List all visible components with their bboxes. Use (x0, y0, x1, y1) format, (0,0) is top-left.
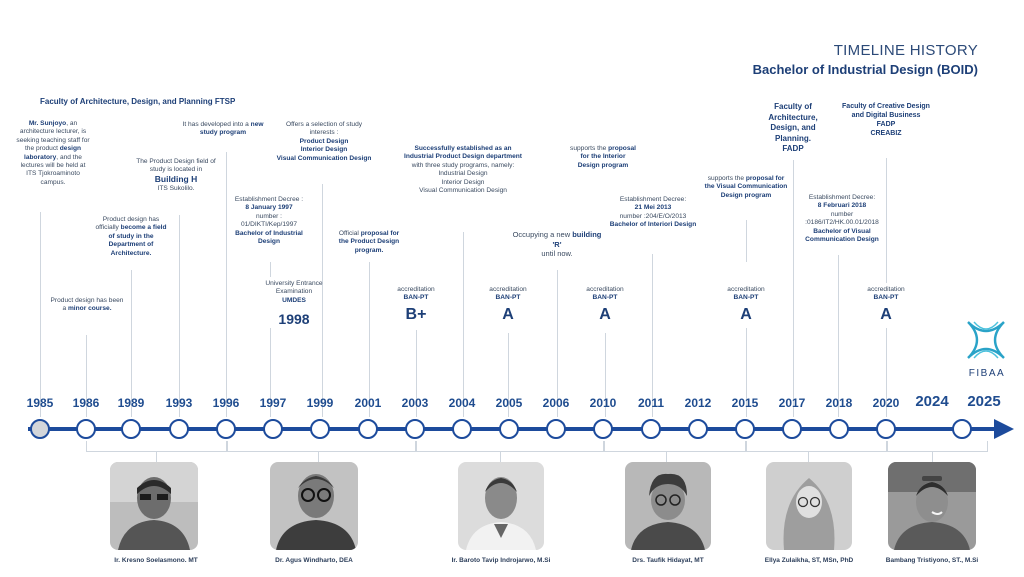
event-2005: accreditation BAN-PT (489, 286, 527, 302)
year-marker (829, 419, 849, 439)
year-label: 2011 (637, 396, 665, 410)
tenure-bracket-6 (886, 441, 988, 452)
guide-line-1985 (40, 212, 41, 417)
person-name: Ellya Zulaikha, ST, MSn, PhD (764, 557, 854, 564)
year-label: 2018 (825, 396, 853, 410)
year-marker (876, 419, 896, 439)
year-label: 2010 (589, 396, 617, 410)
guide-line-2006 (557, 270, 558, 417)
person-name: Bambang Tristiyono, ST., M.Si (885, 557, 979, 564)
event-1985: Mr. Sunjoyo, an architecture lecturer, is seeking teaching staff for the product design laboratory, and the lectures will be held at ITS Tjokroaminoto campus. (16, 120, 90, 186)
umdes-year: 1998 (278, 311, 310, 327)
guide-line-1993 (179, 215, 180, 417)
year-label: 1993 (165, 396, 193, 410)
accreditation-grade-2003: B+ (405, 306, 427, 323)
tenure-bracket-2 (226, 441, 417, 452)
event-2015-proposal: supports the proposal for the Visual Communication Design program (704, 175, 788, 199)
year-marker (169, 419, 189, 439)
year-label: 2006 (542, 396, 570, 410)
event-2010-proposal: supports the proposal for the Interior Design program (570, 145, 636, 169)
portrait-photo (888, 462, 976, 550)
guide-line-1989 (131, 270, 132, 417)
tenure-bracket-1 (86, 441, 228, 452)
year-marker (310, 419, 330, 439)
guide-line-1997-a (270, 262, 271, 277)
year-label: 2015 (731, 396, 759, 410)
fibaa-logo-icon (964, 318, 1008, 362)
event-1997-umdes: University Entrance Examination UMDES (265, 280, 323, 304)
guide-line-2015-a (746, 220, 747, 262)
year-label: 2017 (778, 396, 806, 410)
year-marker (641, 419, 661, 439)
portrait-photo (270, 462, 358, 550)
event-1986: Product design has been a minor course. (50, 297, 124, 313)
year-label: 1996 (212, 396, 240, 410)
portrait-photo (625, 462, 711, 550)
event-1999: Offers a selection of study interests : Product Design Interior Design Visual Communication Design (276, 121, 372, 162)
year-label: 2001 (354, 396, 382, 410)
event-2006: Occupying a new building 'R' until now. (512, 230, 602, 258)
year-marker (952, 419, 972, 439)
person-name: Dr. Agus Windharto, DEA (275, 557, 353, 564)
event-1996: It has developed into a new study program (182, 121, 264, 137)
guide-line-2004 (463, 232, 464, 417)
timeline-arrowhead (994, 419, 1014, 439)
event-1989: Product design has officially become a field of study in the Department of Architecture. (95, 216, 167, 257)
guide-line-1996 (226, 152, 227, 417)
year-label: 1999 (306, 396, 334, 410)
person-name: Ir. Kresno Soelasmono. MT (114, 557, 198, 564)
event-2001: Official proposal for the Product Design program. (338, 230, 400, 254)
event-2018-decree: Establishment Decree: 8 Februari 2018 number :0186/IT2/HK.00.01/2018 Bachelor of Visual Communication Design (805, 194, 879, 244)
event-2011: Establishment Decree: 21 Mei 2013 number :204/E/O/2013 Bachelor of Interiori Design (609, 196, 697, 229)
person-name: Ir. Baroto Tavip Indrojarwo, M.Si (451, 557, 551, 564)
portrait-photo (110, 462, 198, 550)
accreditation-grade-2015: A (740, 306, 752, 323)
year-label: 1986 (72, 396, 100, 410)
year-marker (76, 419, 96, 439)
year-marker (263, 419, 283, 439)
year-marker (593, 419, 613, 439)
event-2015: accreditation BAN-PT (727, 286, 765, 302)
year-label: 2012 (684, 396, 712, 410)
guide-line-2018 (838, 255, 839, 417)
year-label: 2003 (401, 396, 429, 410)
event-2010: accreditation BAN-PT (586, 286, 624, 302)
year-marker (30, 419, 50, 439)
year-marker (358, 419, 378, 439)
year-marker (735, 419, 755, 439)
event-1997-decree: Establishment Decree : 8 January 1997 number : 01/DIKTI/Kep/1997 Bachelor of Industrial Design (234, 196, 304, 246)
year-marker (688, 419, 708, 439)
fibaa-logo-text: FIBAA (968, 368, 1006, 379)
person-name: Drs. Taufik Hidayat, MT (632, 557, 704, 564)
year-marker (546, 419, 566, 439)
portrait-photo (458, 462, 544, 550)
year-label: 1985 (26, 396, 54, 410)
event-1993: The Product Design field of study is located in Building H ITS Sukolilo. (136, 158, 216, 193)
year-marker (452, 419, 472, 439)
accreditation-grade-2020: A (880, 306, 892, 323)
year-label: 2004 (448, 396, 476, 410)
event-2003: accreditation BAN-PT (397, 286, 435, 302)
year-label: 2024 (915, 393, 949, 410)
year-marker (216, 419, 236, 439)
tenure-bracket-3 (415, 441, 605, 452)
event-2004: Successfully established as an Industrial Product Design department with three study programs, namely: Industrial Design Interior Design Visual Communication Design (404, 145, 522, 195)
portrait-photo (766, 462, 852, 550)
guide-line-2011 (652, 254, 653, 417)
year-marker (121, 419, 141, 439)
accreditation-grade-2005: A (502, 306, 514, 323)
timeline-title: TIMELINE HISTORY (833, 42, 978, 59)
year-marker (499, 419, 519, 439)
event-2018-faculty: Faculty of Creative Design and Digital Business FADP CREABIZ (842, 103, 930, 137)
guide-line-2001 (369, 262, 370, 417)
tenure-bracket-5 (745, 441, 888, 452)
ftsp-label: Faculty of Architecture, Design, and Planning FTSP (40, 97, 236, 106)
year-label: 2005 (495, 396, 523, 410)
year-label: 2020 (872, 396, 900, 410)
year-label: 1989 (117, 396, 145, 410)
year-marker (405, 419, 425, 439)
event-2017: Faculty of Architecture, Design, and Planning. FADP (768, 102, 818, 153)
timeline-subtitle: Bachelor of Industrial Design (BOID) (752, 62, 978, 77)
year-marker (782, 419, 802, 439)
accreditation-grade-2010: A (599, 306, 611, 323)
event-2020: accreditation BAN-PT (867, 286, 905, 302)
year-label: 2025 (967, 393, 1001, 410)
year-label: 1997 (259, 396, 287, 410)
tenure-bracket-4 (603, 441, 747, 452)
